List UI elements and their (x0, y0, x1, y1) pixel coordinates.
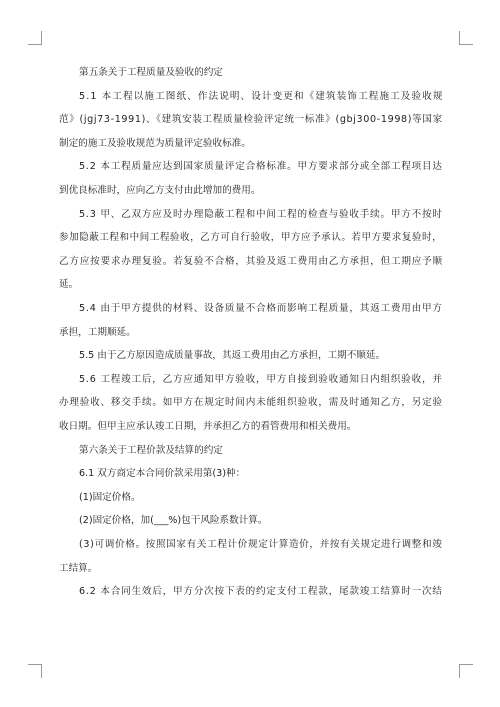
section-heading: 第五条关于工程质量及验收的约定 (79, 67, 223, 78)
text-line: 5.4 由于甲方提供的材料、设备质量不合格而影响工程质量，其返工费用由甲方 (79, 303, 443, 314)
text-line: 范》(jgj73-1991)、《建筑安装工程质量检验评定统一标准》(gbj300-1998)等国家 (59, 114, 443, 126)
text-line: 参加隐蔽工程和中间工程验收，乙方可自行验收，甲方应予承认。若甲方要求复验时， (59, 232, 443, 244)
text-line: (3)可调价格。按照国家有关工程计价规定计算造价，并按有关规定进行调整和竣 (79, 539, 443, 550)
text-line: 5.5 由于乙方原因造成质量事故，其返工费用由乙方承担，工期不顺延。 (79, 350, 386, 362)
text-line: 延。 (59, 279, 79, 291)
text-line: 乙方应按要求办理复验。若复验不合格，其验及返工费用由乙方承担，但工期应予顺 (59, 255, 443, 267)
text-line: 6.1 双方商定本合同价款采用第(3)种： (79, 468, 246, 480)
crop-mark-top-right (459, 31, 473, 45)
text-line: 收日期。但甲主应承认竣工日期，并承担乙方的看管费用和相关费用。 (59, 421, 357, 432)
text-line: 制定的施工及验收规范为质量评定验收标准。 (59, 137, 251, 149)
text-line: 5.1 本工程以施工图纸、作法说明、设计变更和《建筑装饰工程施工及验收规 (79, 90, 444, 102)
text-line: 工结算。 (59, 562, 98, 574)
crop-mark-top-left (28, 31, 42, 45)
text-line: 办理验收、移交手续。如甲方在规定时间内未能组织验收，需及时通知乙方，另定验 (59, 397, 443, 409)
section-heading: 第六条关于工程价款及结算的约定 (79, 444, 223, 456)
text-line: 承担，工期顺延。 (59, 326, 136, 338)
text-line: 到优良标准时，应向乙方支付由此增加的费用。 (59, 185, 261, 196)
text-line: 5.3 甲、乙双方应及时办理隐蔽工程和中间工程的检查与验收手续。甲方不按时 (79, 208, 443, 220)
text-line: 5.6 工程竣工后，乙方应通知甲方验收，甲方自接到验收通知日内组织验收，并 (79, 373, 443, 385)
crop-mark-bottom-right (459, 664, 473, 678)
text-line: (1)固定价格。 (79, 491, 141, 503)
crop-mark-bottom-left (28, 664, 42, 678)
text-line: 5.2 本工程质量应达到国家质量评定合格标准。甲方要求部分或全部工程项目达 (79, 161, 443, 173)
text-line: 6.2 本合同生效后，甲方分次按下表的约定支付工程款，尾款竣工结算时一次结 (79, 586, 443, 598)
text-line: (2)固定价格，加(___%)包干风险系数计算。 (79, 515, 268, 527)
